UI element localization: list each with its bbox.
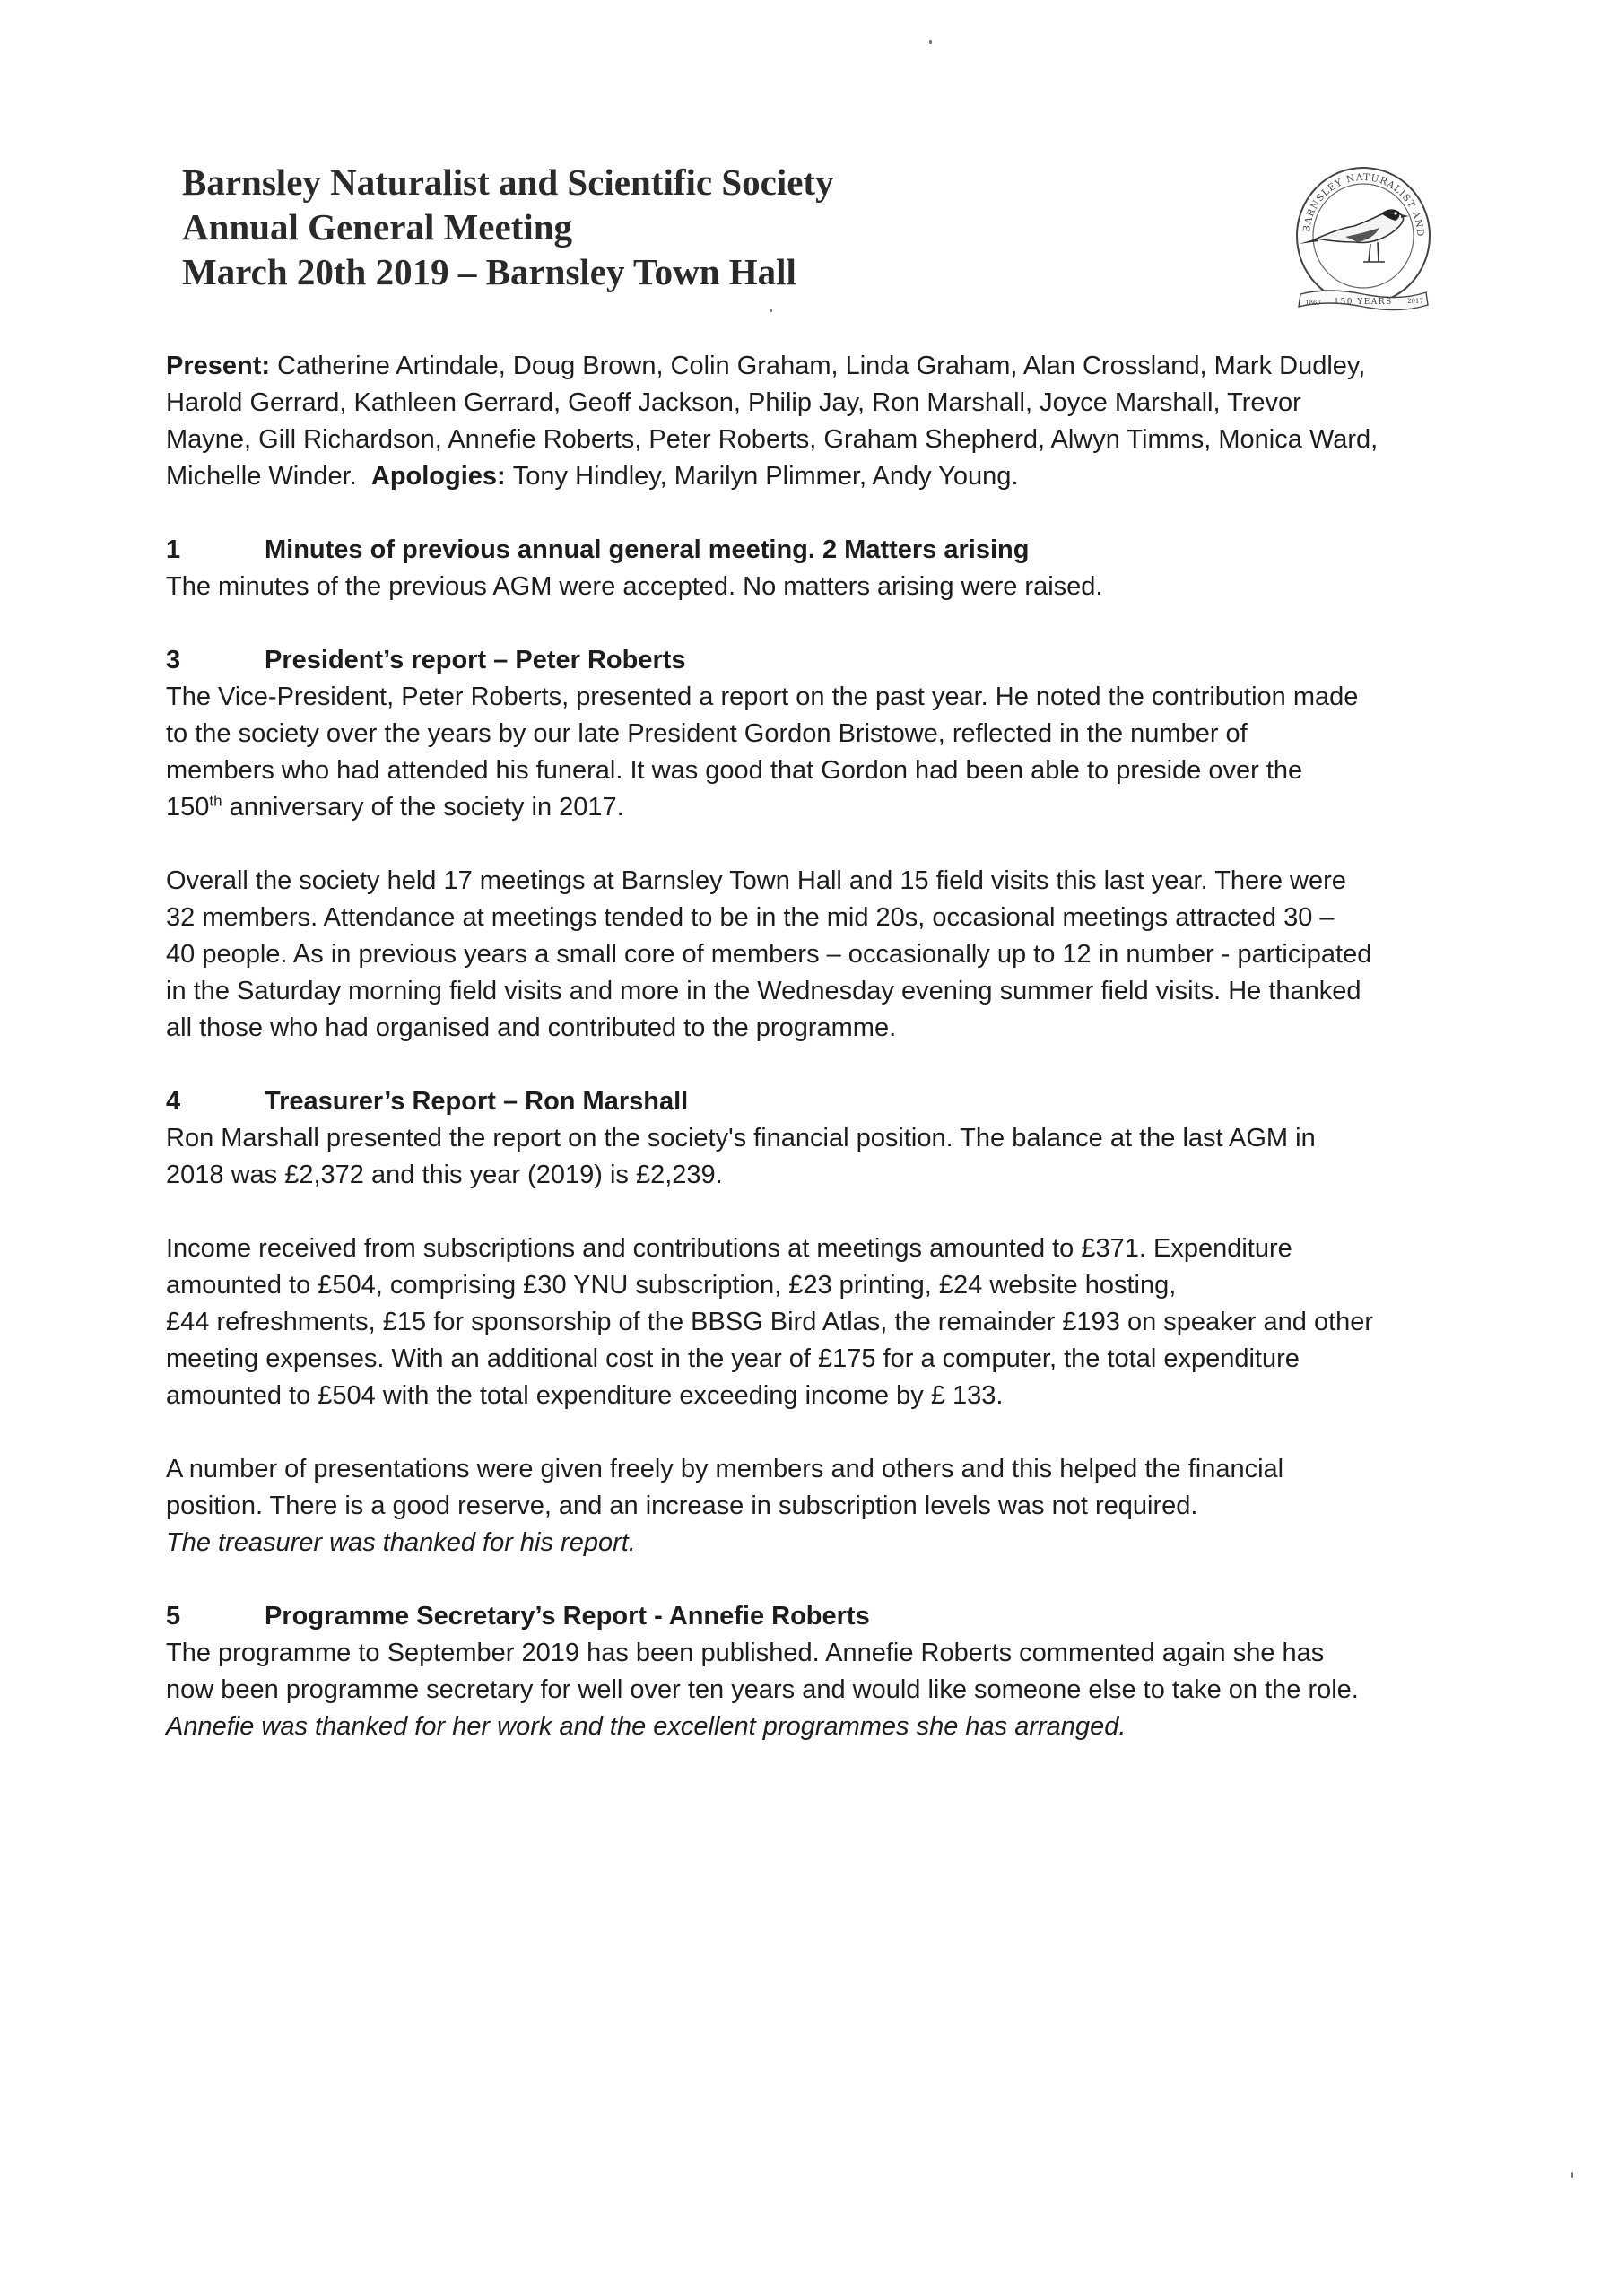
scan-speck: [770, 309, 772, 312]
section-text-line: The Vice-President, Peter Roberts, presented a report on the past year. He noted the contribution made: [166, 683, 1359, 711]
seal-right-year: 2017: [1407, 298, 1423, 305]
present-names-line: Mayne, Gill Richardson, Annefie Roberts, Peter Roberts, Graham Shepherd, Alwyn Timms, Monica Ward,: [166, 425, 1379, 454]
section-presidents-report: [166, 642, 1457, 1047]
present-names-line: Michelle Winder.: [166, 462, 357, 491]
section-text-line: now been programme secretary for well over ten years and would like someone else to take on the role.: [166, 1675, 1359, 1704]
section-treasurers-report: [166, 1083, 1457, 1561]
section-title: Treasurer’s Report – Ron Marshall: [265, 1087, 689, 1116]
minutes-body: [166, 348, 1457, 1745]
apologies-names: Tony Hindley, Marilyn Plimmer, Andy Young.: [512, 462, 1019, 491]
seal-ribbon-text: 150 YEARS: [1334, 298, 1393, 307]
section-text-line: Income received from subscriptions and contributions at meetings amounted to £371. Expenditure: [166, 1234, 1292, 1263]
meeting-title: Annual General Meeting: [182, 206, 573, 248]
anniversary-number: 150: [166, 793, 210, 822]
meeting-date-place: March 20th 2019 – Barnsley Town Hall: [182, 251, 796, 292]
section-text-line: Ron Marshall presented the report on the society's financial position. The balance at the last AGM in: [166, 1124, 1316, 1152]
seal-left-year: 1867: [1305, 300, 1321, 307]
section-text-line: amounted to £504 with the total expenditure exceeding income by £ 133.: [166, 1381, 1004, 1410]
society-seal-wagtail-icon: [1292, 151, 1435, 321]
section-text-line: meeting expenses. With an additional cost in the year of £175 for a computer, the total expenditure: [166, 1344, 1300, 1373]
section-minutes: [166, 532, 1457, 605]
section-number: 3: [166, 646, 181, 674]
section-note: Annefie was thanked for her work and the excellent programmes she has arranged.: [166, 1712, 1127, 1741]
section-text-line: 32 members. Attendance at meetings tended to be in the mid 20s, occasional meetings attracted 30 –: [166, 903, 1335, 932]
section-text-line: £44 refreshments, £15 for sponsorship of the BBSG Bird Atlas, the remainder £193 on speaker and other: [166, 1308, 1374, 1336]
present-names-line: Harold Gerrard, Kathleen Gerrard, Geoff Jackson, Philip Jay, Ron Marshall, Joyce Marshall, Trevor: [166, 388, 1301, 417]
section-text-line: 40 people. As in previous years a small core of members – occasionally up to 12 in number - participated: [166, 940, 1372, 969]
seal-ring-text: BARNSLEY NATURALIST AND: [1301, 171, 1426, 238]
section-text-line: to the society over the years by our late President Gordon Bristowe, reflected in the number of: [166, 719, 1248, 748]
section-title: Minutes of previous annual general meeting. 2 Matters arising: [265, 535, 1030, 564]
section-title: President’s report – Peter Roberts: [265, 646, 686, 674]
section-text-line: 2018 was £2,372 and this year (2019) is £2,239.: [166, 1161, 723, 1189]
scan-speck: [929, 40, 932, 44]
section-text-line: A number of presentations were given freely by members and others and this helped the financial: [166, 1455, 1284, 1483]
attendance-block: [166, 348, 1457, 495]
section-text-line: The programme to September 2019 has been published. Annefie Roberts commented again she has: [166, 1639, 1325, 1667]
section-title: Programme Secretary’s Report - Annefie Roberts: [265, 1602, 870, 1631]
section-text-line: members who had attended his funeral. It was good that Gordon had been able to preside over the: [166, 756, 1303, 785]
section-text-line: amounted to £504, comprising £30 YNU subscription, £23 printing, £24 website hosting,: [166, 1271, 1177, 1300]
apologies-label: Apologies:: [370, 462, 506, 491]
section-programme-secretary-report: [166, 1598, 1457, 1745]
section-text-line: in the Saturday morning field visits and more in the Wednesday evening summer field visits. He thanked: [166, 977, 1361, 1005]
present-label: Present:: [166, 352, 271, 380]
scan-speck: [1571, 2172, 1573, 2178]
society-name: Barnsley Naturalist and Scientific Society: [182, 161, 834, 203]
section-number: 1: [166, 535, 181, 564]
section-number: 4: [166, 1087, 181, 1116]
section-number: 5: [166, 1602, 181, 1631]
anniversary-text: anniversary of the society in 2017.: [222, 793, 624, 822]
anniversary-suffix: th: [209, 792, 222, 810]
section-text-line: The minutes of the previous AGM were accepted. No matters arising were raised.: [166, 572, 1103, 601]
section-note: The treasurer was thanked for his report.: [166, 1528, 636, 1557]
section-text-line: Overall the society held 17 meetings at Barnsley Town Hall and 15 field visits this last year. There were: [166, 866, 1346, 895]
section-text-line: position. There is a good reserve, and an increase in subscription levels was not required.: [166, 1492, 1198, 1520]
present-names-line: Catherine Artindale, Doug Brown, Colin Graham, Linda Graham, Alan Crossland, Mark Dudley,: [277, 352, 1366, 380]
section-text-line: all those who had organised and contributed to the programme.: [166, 1013, 897, 1042]
document-header: [182, 160, 1214, 294]
